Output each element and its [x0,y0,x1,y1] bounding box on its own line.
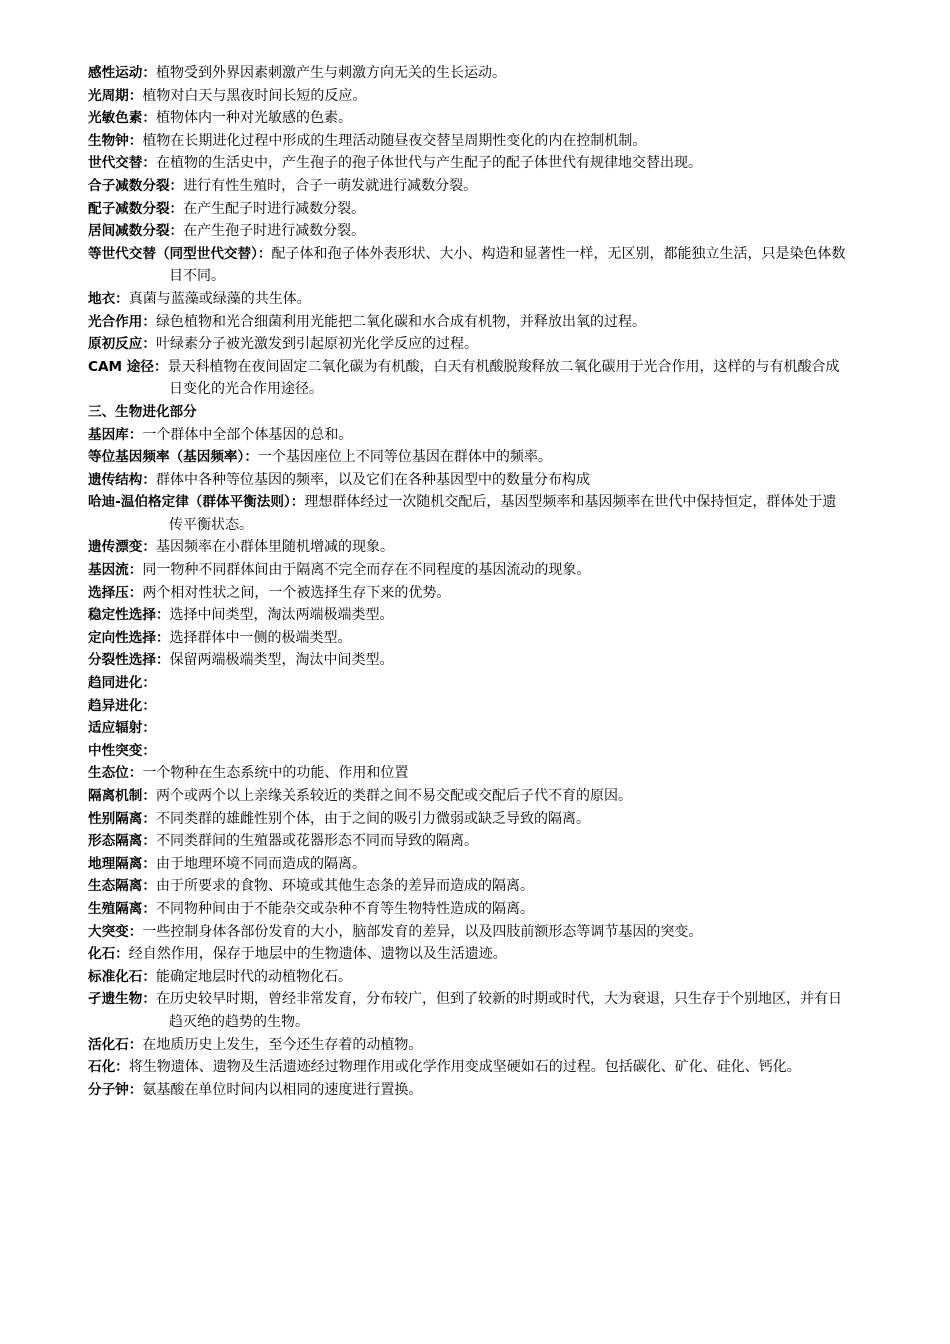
term-label: 孑遗生物： [88,991,156,1008]
document-content [88,62,848,1101]
term-label: 光周期： [88,87,143,104]
term-label: 选择压： [88,584,143,601]
term-definition: 不同类群的雄雌性别个体，由于之间的吸引力微弱或缺乏导致的隔离。 [155,810,590,827]
term-definition: 两个相对性状之间，一个被选择生存下来的优势。 [142,584,451,601]
term-definition: 选择群体中一侧的极端类型。 [169,629,352,646]
term-label: 适应辐射： [88,720,156,737]
glossary-entry [88,536,848,559]
glossary-entry [88,424,848,447]
term-definition: 选择中间类型，淘汰两端极端类型。 [169,607,394,624]
term-label: 基因流： [88,562,143,579]
term-definition: 一个基因座位上不同等位基因在群体中的频率。 [257,449,552,466]
glossary-entry [88,311,848,334]
term-definition: 将生物遗体、遗物及生活遗迹经过物理作用或化学作用变成坚硬如石的过程。包括碳化、矿化、硅化、钙化。 [128,1059,801,1076]
term-definition: 一个物种在生态系统中的功能、作用和位置 [142,765,409,782]
term-definition: 景天科植物在夜间固定二氧化碳为有机酸，白天有机酸脱羧释放二氧化碳用于光合作用，这样的与有机酸合成日变化的光合作用途径。 [167,358,840,398]
term-label: 感性运动： [88,65,156,81]
term-definition: 一个群体中全部个体基因的总和。 [142,426,353,443]
term-label: 光敏色素： [88,110,156,127]
term-label: 地理隔离： [88,855,156,872]
term-label: 生态位： [88,765,143,782]
glossary-entry [88,785,848,808]
glossary-entry [88,243,848,288]
term-definition: 植物在长期进化过程中形成的生理活动随昼夜交替呈周期性变化的内在控制机制。 [142,132,647,149]
glossary-entry [88,107,848,130]
glossary-entry [88,853,848,876]
term-definition: 同一物种不同群体间由于隔离不完全而存在不同程度的基因流动的现象。 [142,562,591,579]
term-label: 遗传结构： [88,471,156,488]
term-definition: 在历史较早时期，曾经非常发育，分布较广，但到了较新的时期或时代，大为衰退，只生存于个别地区，并有日趋灭绝的趋势的生物。 [155,991,842,1030]
glossary-entry [88,333,848,356]
term-definition: 在产生孢子时进行减数分裂。 [183,223,366,240]
term-label: 隔离机制： [88,788,156,804]
term-label: 生物钟： [88,132,143,149]
term-definition: 群体中各种等位基因的频率，以及它们在各种基因型中的数量分布构成 [155,471,590,488]
term-definition: 在植物的生活史中，产生孢子的孢子体世代与产生配子的配子体世代有规律地交替出现。 [155,155,702,172]
term-label: 等世代交替（同型世代交替）： [88,245,272,262]
term-label: 分子钟： [88,1081,143,1098]
glossary-entry [88,740,848,763]
term-label: 基因库： [88,426,143,443]
glossary-entry [88,85,848,108]
glossary-entry [88,808,848,831]
glossary-entry [88,446,848,469]
term-label: 分裂性选择： [88,652,170,669]
term-label: 原初反应： [88,336,156,353]
term-label: 化石： [88,946,129,963]
term-definition: 一些控制身体各部份发育的大小，脑部发育的差异，以及四肢前额形态等调节基因的突变。 [142,923,703,940]
glossary-entry [88,627,848,650]
glossary-entry [88,695,848,718]
term-definition: 植物对白天与黑夜时间长短的反应。 [142,87,367,104]
term-label: 生态隔离： [88,878,156,895]
glossary-entry [88,130,848,153]
term-label: 性别隔离： [88,810,156,827]
term-label: 等位基因频率（基因频率）： [88,449,258,466]
term-label: 生殖隔离： [88,900,156,917]
term-label: 配子减数分裂： [88,200,184,217]
glossary-entry [88,198,848,221]
term-label: 稳定性选择： [88,607,170,624]
term-label: 大突变： [88,923,143,940]
term-definition: 叶绿素分子被光激发到引起原初光化学反应的过程。 [155,336,478,353]
glossary-entry [88,1056,848,1079]
term-definition: 绿色植物和光合细菌利用光能把二氧化碳和水合成有机物，并释放出氧的过程。 [155,313,646,330]
glossary-entry [88,356,848,401]
glossary-entry [88,966,848,989]
term-label: 光合作用： [88,313,156,330]
term-definition: 由于所要求的食物、环境或其他生态条的差异而造成的隔离。 [155,878,534,895]
glossary-entry [88,469,848,492]
term-definition: 氨基酸在单位时间内以相同的速度进行置换。 [142,1081,423,1098]
term-definition: 由于地理环境不同而造成的隔离。 [155,855,366,872]
term-label: 地衣： [88,290,129,307]
term-definition: 两个或两个以上亲缘关系较近的类群之间不易交配或交配后子代不育的原因。 [155,788,632,804]
glossary-entry [88,649,848,672]
term-label: 趋同进化： [88,675,156,692]
term-definition: 保留两端极端类型，淘汰中间类型。 [169,652,394,669]
glossary-entry [88,559,848,582]
glossary-entry [88,672,848,695]
glossary-entry [88,830,848,853]
term-label: 遗传漂变： [88,539,156,556]
glossary-entry [88,604,848,627]
glossary-entry [88,220,848,243]
term-definition: 植物体内一种对光敏感的色素。 [155,110,352,127]
term-definition: 不同类群间的生殖器或花器形态不同而导致的隔离。 [155,833,478,850]
glossary-entry [88,1079,848,1102]
glossary-entry [88,1034,848,1057]
glossary-entry [88,943,848,966]
glossary-entry [88,152,848,175]
term-label: 合子减数分裂： [88,177,184,194]
section-heading: 三、生物进化部分 [88,403,197,420]
glossary-entry [88,288,848,311]
glossary-entry [88,762,848,785]
term-definition: 配子体和孢子体外表形状、大小、构造和显著性一样，无区别，都能独立生活，只是染色体数目不同。 [169,245,846,285]
term-definition: 在产生配子时进行减数分裂。 [183,200,366,217]
term-label: 活化石： [88,1036,143,1053]
term-label: 居间减数分裂： [88,223,184,240]
glossary-entry [88,175,848,198]
term-definition: 真菌与蓝藻或绿藻的共生体。 [128,290,311,307]
term-label: 形态隔离： [88,833,156,850]
glossary-entry [88,62,848,85]
term-label: 定向性选择： [88,629,170,646]
glossary-entry [88,582,848,605]
glossary-entry [88,898,848,921]
term-label: 石化： [88,1059,129,1076]
term-definition: 能确定地层时代的动植物化石。 [155,968,352,985]
glossary-entry [88,988,848,1033]
entries-part-2 [88,424,848,1102]
term-label: 标准化石： [88,968,156,985]
term-label: 哈迪-温伯格定律（群体平衡法则）： [88,494,305,511]
glossary-entry [88,491,848,536]
glossary-entry [88,921,848,944]
term-label: 中性突变： [88,742,156,759]
term-definition: 不同物种间由于不能杂交或杂种不育等生物特性造成的隔离。 [155,900,534,917]
term-label: 趋异进化： [88,697,156,714]
term-label: CAM 途径： [88,358,168,375]
glossary-entry [88,875,848,898]
term-definition: 在地质历史上发生，至今还生存着的动植物。 [142,1036,423,1053]
term-definition: 进行有性生殖时，合子一萌发就进行减数分裂。 [183,177,478,194]
glossary-entry [88,717,848,740]
term-definition: 理想群体经过一次随机交配后，基因型频率和基因频率在世代中保持恒定，群体处于遗传平衡状态。 [169,494,837,533]
term-label: 世代交替： [88,155,156,172]
term-definition: 基因频率在小群体里随机增减的现象。 [155,539,394,556]
term-definition: 经自然作用，保存于地层中的生物遗体、遗物以及生活遗迹。 [128,946,507,963]
term-definition: 植物受到外界因素刺激产生与刺激方向无关的生长运动。 [155,65,506,81]
entries-part-1 [88,62,848,401]
